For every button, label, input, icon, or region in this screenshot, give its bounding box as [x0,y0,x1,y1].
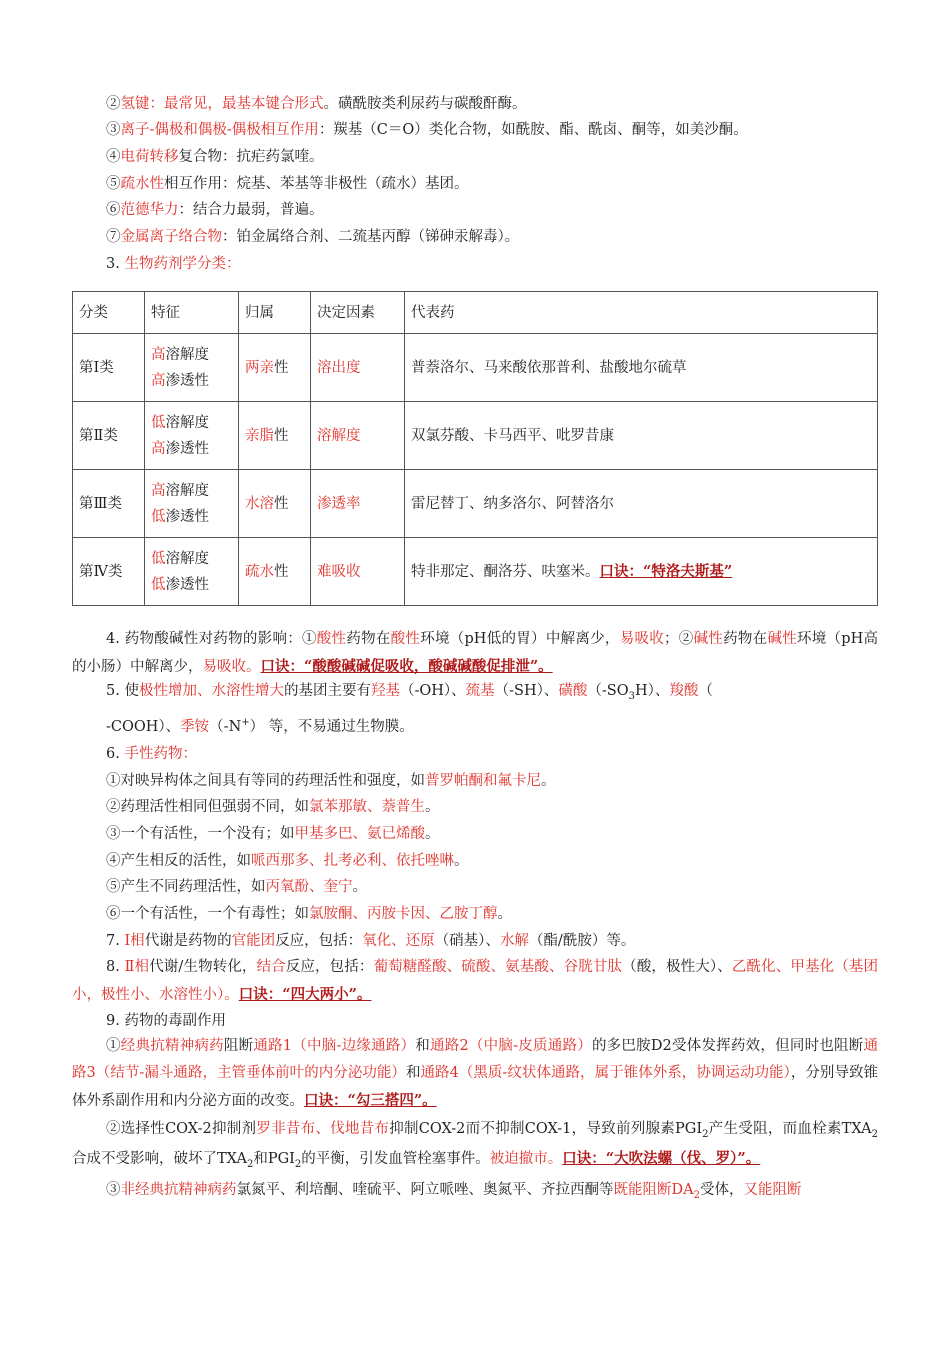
cell-drugs: 双氯芬酸、卡马西平、吡罗昔康 [405,402,878,470]
section-8-paragraph: 8. Ⅱ相代谢/生物转化，结合反应，包括：葡萄糖醛酸、硫酸、氨基酸、谷胱甘肽（酸，极性大）、乙酰化、甲基化（基团小，极性小、水溶性小）。口诀：“四大两小”。 [72,959,879,1003]
section-3-heading: 3. 生物药剂学分类： [106,256,241,272]
bond-item-7: ⑦金属离子络合物：铂金属络合剂、二巯基丙醇（锑砷汞解毒）。 [106,229,520,245]
bond-item-3: ③离子-偶极和偶极-偶极相互作用：羰基（C＝O）类化合物，如酰胺、酯、酰卤、酮等，如美沙酮。 [106,122,748,138]
toxicity-item-3: ③非经典抗精神病药氯氮平、利培酮、喹硫平、阿立哌唑、奥氮平、齐拉西酮等既能阻断$DA_2$受体，又能阻断 [106,1182,802,1201]
header-category: 归属 [239,292,311,334]
toxicity-item-2: ②选择性COX-2抑制剂罗非昔布、伐地昔布抑制COX-2而不抑制COX-1，导致前列腺素$PGI_2$产生受阻，而血栓素$TXA_2$合成不受影响，破坏了$TXA_2$和$PGI_2$的平衡，引发血管栓塞事件。被迫撤市。口诀：“大吹法螺（伐、罗）”。 [72,1121,878,1170]
bond-item-2: ②氢键：最常见，最基本键合形式。磺酰胺类利尿药与碳酸酐酶。 [106,96,527,112]
cell-class: 第Ⅱ类 [73,402,145,470]
section-6-heading: 6. 手性药物： [106,746,197,762]
section-5-line-1: 5. 使极性增加、水溶性增大的基团主要有羟基（-OH）、巯基（-SH）、磺酸$(-SO_3H)$、羧酸（ [106,683,713,702]
table-row [73,538,878,606]
table-header-row [73,292,878,334]
cell-drugs: 雷尼替丁、纳多洛尔、阿替洛尔 [405,470,878,538]
chiral-item-3: ③一个有活性，一个没有；如甲基多巴、氨已烯酸。 [106,826,440,842]
cell-factor: 溶解度 [311,402,405,470]
cell-feature: 低溶解度 低渗透性 [145,538,239,606]
cell-class: 第Ⅰ类 [73,334,145,402]
cell-drugs: 特非那定、酮洛芬、呋塞米。口诀：“特洛夫斯基” [405,538,878,606]
section-4-paragraph: 4. 药物酸碱性对药物的影响：①酸性药物在酸性环境（pH低的胃）中解离少，易吸收；②碱性药物在碱性环境（pH高的小肠）中解离少，易吸收。口诀：“酸酸碱碱促吸收，酸碱碱酸促排泄”。 [72,631,879,675]
bond-item-5: ⑤疏水性相互作用：烷基、苯基等非极性（疏水）基团。 [106,176,469,192]
chiral-item-2: ②药理活性相同但强弱不同，如氯苯那敏、萘普生。 [106,799,440,815]
chiral-item-6: ⑥一个有活性，一个有毒性；如氯胺酮、丙胺卡因、乙胺丁醇。 [106,906,512,922]
header-factor: 决定因素 [311,292,405,334]
chiral-item-5: ⑤产生不同药理活性，如丙氧酚、奎宁。 [106,879,367,895]
chiral-item-4: ④产生相反的活性，如哌西那多、扎考必利、依托唑啉。 [106,853,469,869]
bcs-table [72,291,878,606]
bond-item-4: ④电荷转移复合物：抗疟药氯喹。 [106,149,324,165]
header-feature: 特征 [145,292,239,334]
table-row [73,334,878,402]
cell-feature: 高溶解度 高渗透性 [145,334,239,402]
section-5-line-2: -COOH）、季铵（-N+） 等，不易通过生物膜。 [106,717,414,735]
cell-feature: 高溶解度 低渗透性 [145,470,239,538]
header-drugs: 代表药 [405,292,878,334]
cell-class: 第Ⅲ类 [73,470,145,538]
toxicity-item-1: ①经典抗精神病药阻断通路1（中脑-边缘通路）和通路2（中脑-皮质通路）的多巴胺D2受体发挥药效，但同时也阻断通路3（结节-漏斗通路，主管垂体前叶的内分泌功能）和通路4（黑质-纹状体通路，属于锥体外系，协调运动功能），分别导致锥体外系副作用和内分泌方面的改变。口诀：“勾三搭四”。 [72,1038,879,1109]
cell-factor: 溶出度 [311,334,405,402]
cell-feature: 低溶解度 高渗透性 [145,402,239,470]
cell-drugs: 普萘洛尔、马来酸依那普利、盐酸地尔硫草 [405,334,878,402]
cell-factor: 渗透率 [311,470,405,538]
bond-item-6: ⑥范德华力：结合力最弱，普遍。 [106,202,324,218]
section-9-heading: 9. 药物的毒副作用 [106,1013,226,1029]
cell-category: 亲脂性 [239,402,311,470]
cell-factor: 难吸收 [311,538,405,606]
section-7-line: 7. Ⅰ相代谢是药物的官能团反应，包括：氧化、还原（硝基）、水解（酯/酰胺）等。 [106,933,636,949]
table-row [73,470,878,538]
cell-category: 疏水性 [239,538,311,606]
cell-category: 两亲性 [239,334,311,402]
table-row [73,402,878,470]
header-class: 分类 [73,292,145,334]
chiral-item-1: ①对映异构体之间具有等同的药理活性和强度，如普罗帕酮和氟卡尼。 [106,773,556,789]
cell-category: 水溶性 [239,470,311,538]
cell-class: 第Ⅳ类 [73,538,145,606]
